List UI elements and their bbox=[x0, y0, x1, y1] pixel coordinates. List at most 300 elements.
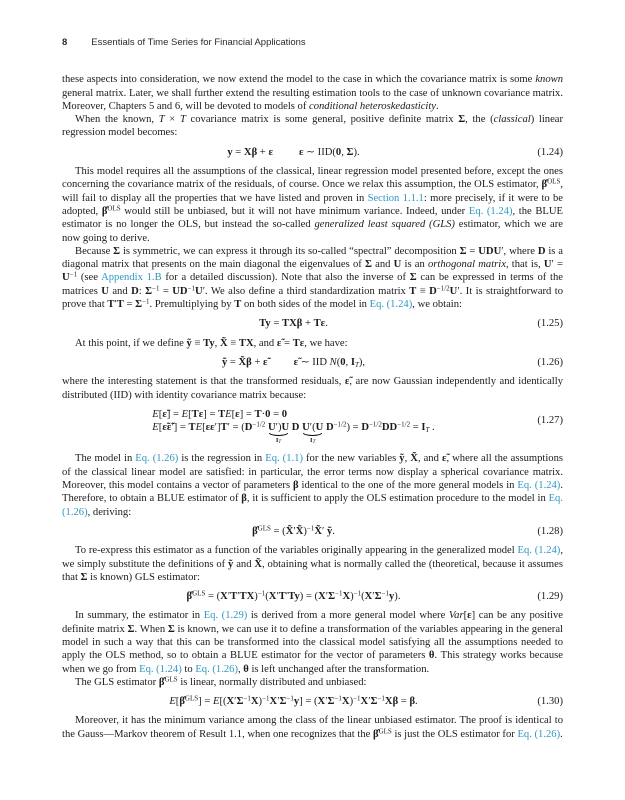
text-run: E bbox=[169, 696, 176, 708]
text-run: = ( bbox=[229, 422, 245, 434]
text-run: is the regression in bbox=[178, 453, 266, 465]
cross-reference-link[interactable]: Eq. (1.29) bbox=[203, 610, 248, 622]
text-run: Tε bbox=[313, 318, 326, 330]
text-run: ( bbox=[336, 356, 341, 368]
text-run: −1 bbox=[243, 694, 251, 703]
underbrace-icon bbox=[269, 433, 288, 436]
text-run: −1 bbox=[377, 694, 385, 703]
text-run: X bbox=[341, 696, 350, 708]
text-run: T bbox=[409, 285, 417, 297]
cross-reference-link[interactable]: Eq. (1.24) bbox=[468, 205, 513, 217]
page-content bbox=[62, 73, 563, 741]
equation-line bbox=[252, 525, 335, 538]
cross-reference-link[interactable]: Eq. (1.26) bbox=[62, 493, 563, 518]
text-run: ε̃ bbox=[276, 337, 282, 349]
text-run: D bbox=[244, 422, 253, 434]
text-run: generalized least squared (GLS) bbox=[314, 219, 455, 231]
text-run: X̃ bbox=[410, 453, 418, 465]
text-run: Σ bbox=[135, 299, 143, 311]
text-run: εε bbox=[205, 422, 215, 434]
text-run: ε̃ bbox=[344, 376, 350, 388]
equation bbox=[62, 408, 563, 445]
text-run: ), bbox=[358, 356, 366, 368]
text-run: , will fail to display all the properties that we have listed and proven in bbox=[62, 179, 563, 204]
text-run: these aspects into consideration, we now extend the model to the case in which the covariance matrix is some bbox=[62, 74, 536, 86]
text-run: ỹ bbox=[186, 337, 192, 349]
text-run: X̃ bbox=[314, 525, 322, 537]
text-run: ε bbox=[235, 408, 240, 420]
text-run: y bbox=[389, 591, 395, 603]
text-run: E bbox=[195, 422, 203, 434]
text-run: ∼ IID( bbox=[303, 146, 336, 158]
text-run: U bbox=[315, 422, 324, 434]
text-run: GLS bbox=[164, 675, 178, 684]
text-run: = bbox=[281, 337, 293, 349]
equation-body bbox=[62, 317, 525, 330]
text-run: Σ bbox=[409, 272, 417, 284]
text-run: E bbox=[152, 408, 159, 420]
text-run: Σ bbox=[374, 591, 382, 603]
text-run: ) bbox=[254, 591, 258, 603]
text-run: . We also define a third standardization matrix bbox=[205, 285, 410, 297]
text-run: −1 bbox=[152, 284, 160, 293]
text-run: Σ bbox=[145, 285, 153, 297]
text-run: U bbox=[543, 259, 552, 271]
text-run: [ bbox=[202, 422, 206, 434]
text-run: ′ bbox=[372, 591, 375, 603]
text-run: X̃ bbox=[285, 525, 294, 537]
text-run: + bbox=[302, 318, 314, 330]
text-run: 0 bbox=[265, 408, 271, 420]
text-run: E bbox=[225, 408, 232, 420]
text-run: X̃β bbox=[238, 356, 252, 368]
text-run: , we obtain: bbox=[412, 299, 462, 311]
text-run: −1 bbox=[381, 589, 389, 598]
text-run: ′ bbox=[321, 525, 325, 537]
text-run: ′ bbox=[227, 591, 231, 603]
text-run: . bbox=[415, 696, 418, 708]
text-run: , bbox=[237, 663, 244, 675]
text-run: ε̃ε̃ bbox=[162, 422, 172, 434]
text-run: 0 bbox=[281, 408, 287, 420]
paragraph bbox=[62, 544, 563, 584]
running-title: Essentials of Time Series for Financial Applications bbox=[91, 37, 306, 48]
text-run: I bbox=[421, 422, 426, 434]
text-run: T bbox=[158, 114, 165, 126]
text-run: = bbox=[466, 245, 479, 257]
text-run: ( bbox=[265, 591, 269, 603]
text-run: E bbox=[152, 422, 159, 434]
cross-reference-link[interactable]: Eq. (1.26) bbox=[517, 728, 561, 740]
text-run: × bbox=[164, 114, 180, 126]
text-run: , obtaining what is normally called the (theoretical, because it assumes that bbox=[62, 558, 564, 583]
equation-body bbox=[62, 695, 525, 708]
text-run: ) bbox=[303, 525, 307, 537]
equation-line bbox=[152, 420, 435, 445]
text-run: β̂ bbox=[541, 179, 548, 191]
underbrace-label bbox=[276, 437, 281, 444]
text-run: = bbox=[398, 696, 410, 708]
text-run: Tε bbox=[191, 408, 204, 420]
text-run: ) = bbox=[346, 422, 362, 434]
text-run: ′ bbox=[368, 696, 371, 708]
text-run: U bbox=[62, 272, 70, 284]
text-run: ε bbox=[467, 610, 472, 622]
text-run: ) bbox=[277, 422, 282, 434]
text-run: OLS bbox=[547, 177, 561, 186]
equation bbox=[62, 146, 563, 159]
text-run: When the known, bbox=[75, 114, 159, 126]
text-run: ] = bbox=[203, 408, 219, 420]
text-run: for the new variables bbox=[302, 453, 400, 465]
text-run: . Premultiplying by bbox=[149, 299, 235, 311]
text-run: β̂ bbox=[158, 676, 165, 688]
text-run: −1 bbox=[257, 589, 266, 598]
paragraph bbox=[62, 714, 563, 741]
text-run: β̂ bbox=[101, 205, 108, 217]
text-run: . bbox=[325, 318, 328, 330]
text-run: TX bbox=[238, 337, 254, 349]
cross-reference-link[interactable]: Section 1.1.1 bbox=[367, 192, 424, 204]
cross-reference-link[interactable]: Eq. (1.26) bbox=[135, 453, 179, 465]
text-run: ′ bbox=[285, 591, 289, 603]
underbrace-below bbox=[303, 433, 322, 444]
equation-body bbox=[62, 590, 525, 603]
text-run: = bbox=[227, 356, 239, 368]
text-run: ′ bbox=[237, 591, 240, 603]
equation-body bbox=[62, 525, 525, 538]
equation-number: (1.29) bbox=[537, 591, 563, 603]
text-run: ′ bbox=[275, 422, 278, 434]
paragraph bbox=[62, 337, 563, 350]
text-run: ] can be any positive definite matrix bbox=[62, 610, 563, 635]
text-run: ỹ bbox=[326, 525, 333, 537]
text-run: Σ bbox=[346, 146, 354, 158]
text-run: can be expressed in terms of the matrices bbox=[62, 272, 563, 297]
cross-reference-link[interactable]: Eq. (1.24) bbox=[517, 480, 561, 492]
text-run: UD bbox=[172, 285, 188, 297]
text-run: TX bbox=[239, 591, 255, 603]
text-run: At this point, if we define bbox=[75, 337, 187, 349]
text-run: U bbox=[393, 259, 402, 271]
text-run: Σ bbox=[167, 623, 175, 635]
text-run: = bbox=[553, 259, 563, 271]
text-run: ε bbox=[268, 146, 273, 158]
underbrace-icon bbox=[303, 433, 322, 436]
text-run: X bbox=[364, 591, 373, 603]
text-run: identical to the one of the more general models in bbox=[298, 480, 518, 492]
equation-line bbox=[222, 356, 365, 369]
text-run: −1/2 bbox=[368, 420, 382, 429]
text-run: = bbox=[270, 318, 282, 330]
text-run: Ty bbox=[259, 318, 271, 330]
text-run: (see bbox=[77, 272, 102, 284]
equation bbox=[62, 590, 563, 603]
text-run: 0 bbox=[340, 356, 346, 368]
text-run: orthogonal matrix bbox=[427, 259, 506, 271]
cross-reference-link[interactable]: Eq. (1.1) bbox=[265, 453, 303, 465]
text-run: , where all the assumptions of the classical linear model are satisfied: in particular, the error terms now display a spherical covariance matrix. Moreover, this model contains a vector of parameters bbox=[62, 453, 564, 492]
paragraph bbox=[62, 73, 563, 113]
text-run: U bbox=[195, 285, 203, 297]
text-run: Σ bbox=[328, 591, 335, 603]
text-run: θ bbox=[243, 663, 249, 675]
equation-line bbox=[187, 590, 401, 603]
text-run: ) = ( bbox=[299, 591, 319, 603]
text-run: , that is, bbox=[505, 259, 544, 271]
text-run: ) bbox=[349, 696, 354, 708]
text-run: [ bbox=[158, 422, 163, 434]
text-run: GLS bbox=[257, 524, 271, 533]
text-run: ỹ bbox=[228, 558, 234, 570]
text-run: T bbox=[425, 426, 430, 435]
text-run: GLS bbox=[378, 727, 392, 736]
text-run: . bbox=[560, 728, 563, 740]
cross-reference-link[interactable]: Eq. (1.24) bbox=[139, 663, 182, 675]
text-run: X bbox=[360, 696, 369, 708]
cross-reference-link[interactable]: Appendix 1.B bbox=[101, 272, 162, 284]
text-run: , bbox=[345, 356, 351, 368]
text-run: ′ bbox=[325, 696, 328, 708]
text-run: Xβ bbox=[384, 696, 399, 708]
text-run: general matrix. Later, we shall further extend the resulting estimation tools to the case of unknown covariance matrix. Moreover, Chapters 5 and 6, will be devoted to models of bbox=[62, 87, 563, 112]
text-run: to bbox=[181, 663, 196, 675]
text-run: T bbox=[188, 422, 196, 434]
text-run: ′ bbox=[227, 422, 230, 434]
equation-number: (1.30) bbox=[537, 696, 563, 708]
equation-body bbox=[62, 146, 525, 159]
text-run: −1 bbox=[286, 694, 294, 703]
text-run: , are now Gaussian independently and identically distributed (IID) with identity covariance matrix because: bbox=[62, 376, 563, 401]
text-run: −1 bbox=[142, 297, 150, 306]
text-run: β bbox=[293, 480, 299, 492]
text-run: X̃ bbox=[254, 558, 263, 570]
equation bbox=[62, 695, 563, 708]
text-run: . bbox=[436, 100, 439, 112]
text-run: is linear, normally distributed and unbiased: bbox=[177, 676, 367, 688]
text-run: −1/2 bbox=[333, 420, 347, 429]
text-run: , we simply substitute the definitions of bbox=[62, 545, 563, 570]
text-run: U bbox=[302, 422, 310, 434]
text-run: ′ bbox=[551, 259, 554, 271]
text-run: X bbox=[342, 591, 351, 603]
text-run: ] = bbox=[173, 422, 189, 434]
text-run: , we have: bbox=[304, 337, 348, 349]
text-run: is an bbox=[401, 259, 428, 271]
text-run: known bbox=[535, 74, 563, 86]
text-run: U bbox=[101, 285, 109, 297]
text-run: To re-express this estimator as a function of the variables originally appearing in the generalized model bbox=[75, 545, 518, 557]
text-run: ′ bbox=[202, 285, 206, 297]
text-run: OLS bbox=[107, 204, 121, 213]
text-run: , the ( bbox=[465, 114, 494, 126]
text-run: DD bbox=[381, 422, 398, 434]
text-run: In summary, the estimator in bbox=[75, 610, 204, 622]
text-run: −1/2 bbox=[397, 420, 411, 429]
text-run: −1 bbox=[353, 589, 362, 598]
text-run: is symmetric, we can express it through its so-called “spectral” decomposition bbox=[120, 245, 460, 257]
text-run: UDU bbox=[478, 245, 502, 257]
text-run: Σ bbox=[279, 696, 287, 708]
paragraph bbox=[62, 609, 563, 675]
text-run: = bbox=[159, 285, 173, 297]
text-run: = bbox=[232, 146, 244, 158]
paragraph bbox=[62, 676, 563, 689]
text-run: T bbox=[179, 114, 186, 126]
text-run: , bbox=[341, 146, 347, 158]
underbrace-group bbox=[302, 421, 324, 445]
text-run: GLS bbox=[184, 694, 199, 703]
equation-number: (1.24) bbox=[537, 146, 563, 158]
text-run: E bbox=[181, 408, 189, 420]
text-run: ′ bbox=[276, 591, 279, 603]
text-run: Σ bbox=[127, 623, 135, 635]
text-run: U bbox=[449, 285, 458, 297]
text-run: ] = bbox=[166, 408, 182, 420]
equation-line bbox=[259, 317, 328, 330]
text-run: + bbox=[251, 356, 264, 368]
cross-reference-link[interactable]: Eq. (1.24) bbox=[369, 299, 413, 311]
text-run: = ( bbox=[270, 525, 286, 537]
text-run: Σ bbox=[458, 114, 466, 126]
text-run: −1/2 bbox=[436, 284, 450, 293]
text-run: where the interesting statement is that the transformed residuals, bbox=[62, 376, 345, 388]
text-run: U bbox=[267, 422, 276, 434]
text-run: X̃ bbox=[295, 525, 304, 537]
text-run: ′ bbox=[293, 525, 296, 537]
equation-number: (1.25) bbox=[537, 318, 563, 330]
text-run: β̂ bbox=[186, 591, 193, 603]
text-run: TXβ bbox=[282, 318, 303, 330]
text-run: D bbox=[325, 422, 334, 434]
text-run: T bbox=[218, 408, 226, 420]
text-run: Σ bbox=[370, 696, 378, 708]
text-run: U bbox=[281, 422, 290, 434]
text-run: β bbox=[241, 493, 247, 505]
text-run: −1 bbox=[69, 270, 78, 279]
text-run: Xβ bbox=[243, 146, 258, 158]
text-run: ′ bbox=[457, 285, 460, 297]
text-run: E bbox=[212, 696, 220, 708]
text-run: and bbox=[371, 259, 394, 271]
text-run: , bbox=[214, 337, 220, 349]
text-run: Tε bbox=[292, 337, 305, 349]
text-run: Σ bbox=[236, 696, 244, 708]
equation-number: (1.26) bbox=[537, 356, 563, 368]
text-run: would still be unbiased, but it will not have minimum variance. Indeed, under bbox=[120, 205, 469, 217]
text-run: ) bbox=[258, 696, 263, 708]
text-run: = bbox=[123, 299, 136, 311]
text-run: ] bbox=[217, 422, 221, 434]
text-run: Σ bbox=[113, 245, 121, 257]
text-run: estimator, which we are now going to derive. bbox=[62, 219, 563, 244]
text-run: : bbox=[138, 285, 146, 297]
underbrace-content bbox=[268, 422, 289, 433]
text-run: ) bbox=[350, 591, 354, 603]
paragraph bbox=[62, 113, 563, 140]
text-run: : more precisely, if it were to be adopted, bbox=[62, 192, 563, 217]
cross-reference-link[interactable]: Eq. (1.26) bbox=[195, 663, 238, 675]
text-run: is just the OLS estimator for bbox=[391, 728, 518, 740]
text-run: β̂ bbox=[372, 728, 379, 740]
underbrace-below bbox=[269, 433, 288, 444]
text-run: [ bbox=[158, 408, 163, 420]
text-run: ∼ IID bbox=[298, 356, 330, 368]
equation bbox=[62, 356, 563, 369]
text-run: , the BLUE estimator is no longer the OLS, but instead the so-called bbox=[62, 205, 563, 231]
text-run: ). bbox=[394, 591, 401, 603]
text-run: ( bbox=[361, 591, 365, 603]
underbrace-group bbox=[267, 421, 290, 445]
text-run: N bbox=[329, 356, 337, 368]
text-run: ε̃ bbox=[441, 453, 447, 465]
page-number: 8 bbox=[62, 37, 68, 48]
text-run: ] = ( bbox=[299, 696, 318, 708]
text-run: X bbox=[318, 591, 326, 603]
text-run: I bbox=[350, 356, 355, 368]
text-run: and bbox=[233, 558, 255, 570]
text-run: , deriving: bbox=[87, 506, 132, 518]
text-run: ). bbox=[353, 146, 360, 158]
text-run: ) linear regression model becomes: bbox=[62, 114, 563, 139]
equation bbox=[62, 317, 563, 330]
text-run: y bbox=[227, 146, 233, 158]
text-run: for a detailed discussion). Note that also the inverse of bbox=[161, 272, 410, 284]
text-run: β bbox=[409, 696, 416, 708]
text-run: Σ bbox=[459, 245, 467, 257]
text-run: , and bbox=[417, 453, 442, 465]
text-run: X bbox=[250, 696, 259, 708]
text-run: ( bbox=[312, 422, 316, 434]
paragraph bbox=[62, 245, 563, 311]
text-run: β̂ bbox=[179, 696, 185, 708]
text-run: T bbox=[220, 422, 228, 434]
equation-body bbox=[62, 356, 525, 369]
equation-line bbox=[152, 408, 434, 421]
page-header bbox=[62, 36, 563, 49]
text-run: ε̃ bbox=[263, 356, 268, 368]
text-run: ≡ bbox=[416, 285, 430, 297]
text-run: ≡ bbox=[227, 337, 239, 349]
text-run: −1 bbox=[334, 694, 342, 703]
text-run: T bbox=[254, 408, 262, 420]
equation-line bbox=[169, 695, 417, 708]
equation-line bbox=[227, 146, 359, 159]
text-run: −1 bbox=[262, 694, 270, 703]
text-run: [ bbox=[463, 610, 468, 622]
equation-number: (1.28) bbox=[537, 525, 563, 537]
text-run: X̃ bbox=[219, 337, 228, 349]
text-run: = ( bbox=[205, 591, 221, 603]
text-run: ′ bbox=[114, 299, 117, 311]
text-run: classical bbox=[493, 114, 531, 126]
text-run: is a diagonal matrix that presents on the main diagonal the eigenvalues of bbox=[62, 245, 563, 271]
text-run: ′ bbox=[214, 422, 217, 434]
text-run: The model in bbox=[75, 453, 136, 465]
text-run: . bbox=[332, 525, 335, 537]
text-run: −1 bbox=[187, 284, 196, 293]
text-run: . bbox=[429, 422, 435, 434]
text-run: X bbox=[317, 696, 326, 708]
equation-number: (1.27) bbox=[537, 415, 563, 427]
text-run: · bbox=[261, 408, 266, 420]
text-run: ′ bbox=[277, 696, 280, 708]
text-run: I bbox=[275, 436, 279, 444]
cross-reference-link[interactable]: Eq. (1.24) bbox=[517, 545, 561, 557]
text-run: −1/2 bbox=[252, 420, 266, 429]
text-run: −1 bbox=[335, 589, 343, 598]
equation-body bbox=[62, 408, 525, 445]
